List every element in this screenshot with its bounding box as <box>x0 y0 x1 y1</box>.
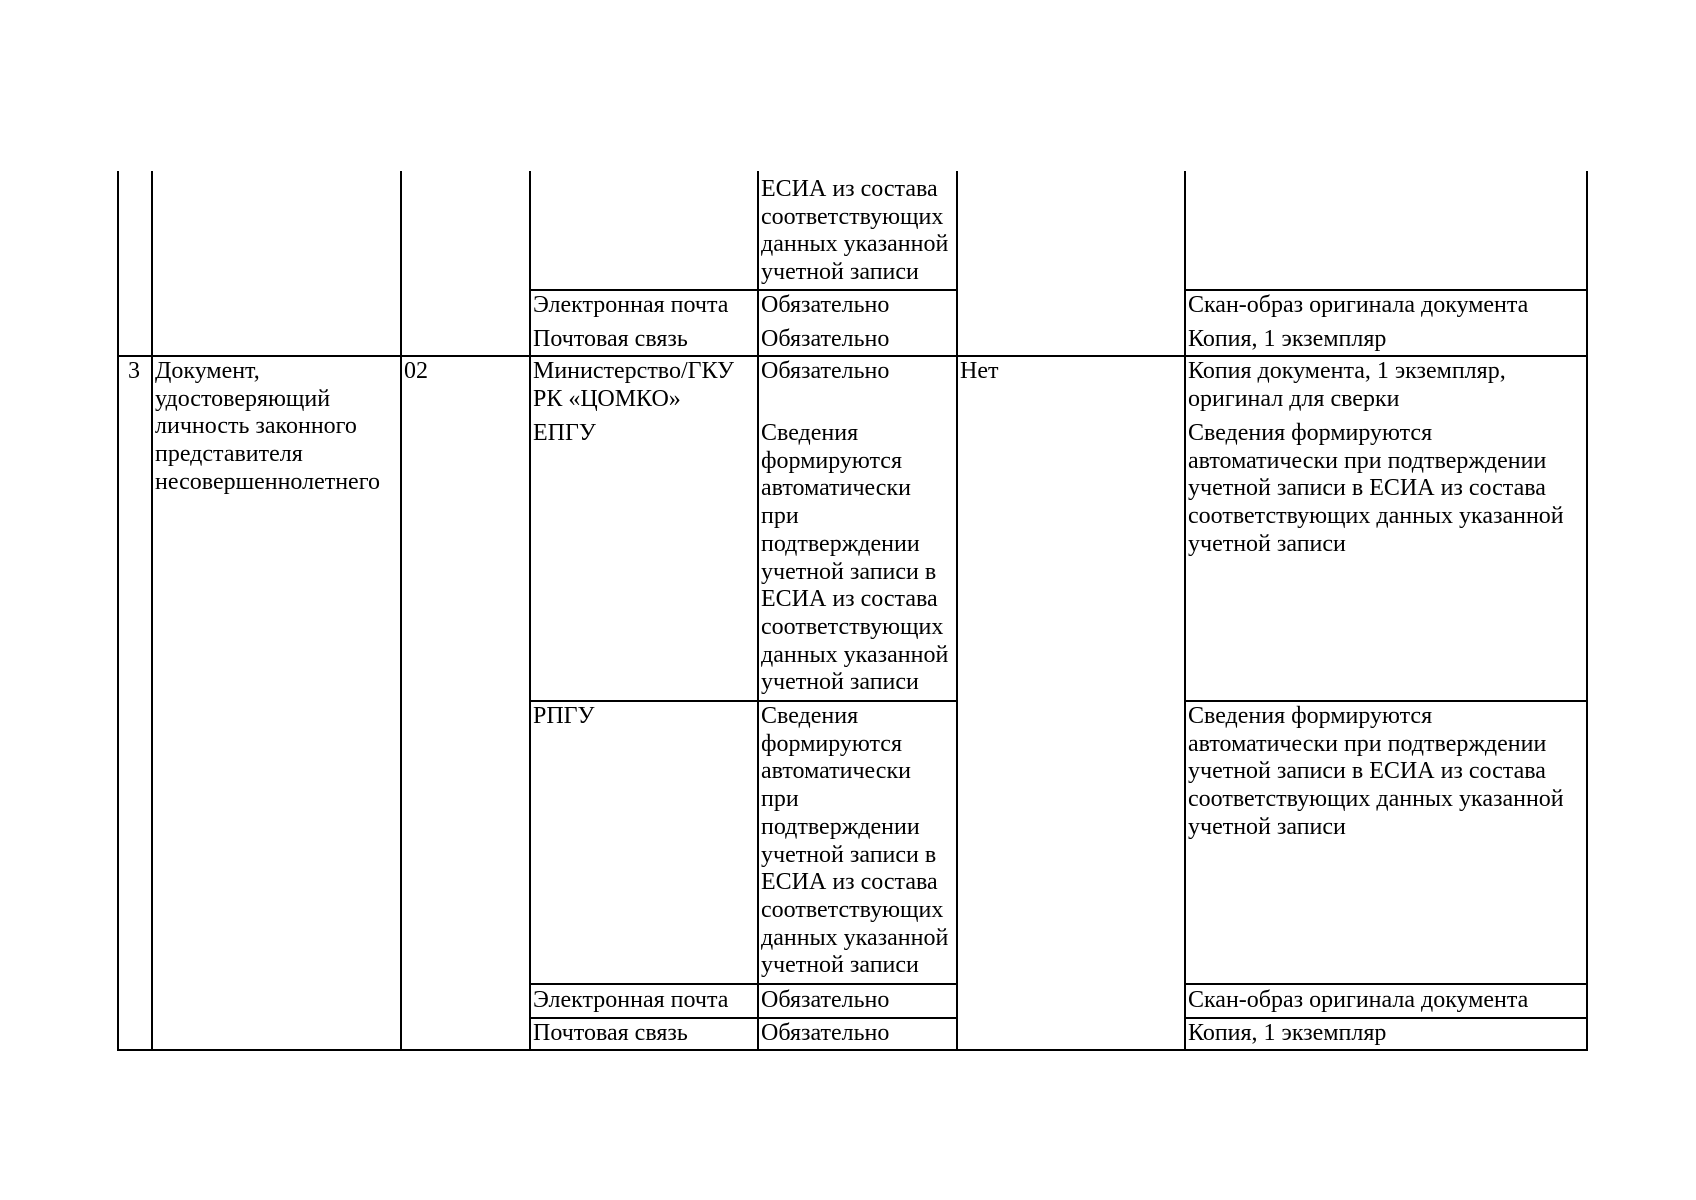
vertical-rule <box>400 171 402 1050</box>
horizontal-rule <box>1184 289 1588 291</box>
horizontal-rule <box>1184 700 1588 702</box>
channel-cell: РПГУ <box>533 703 595 729</box>
form-cell: Копия, 1 экземпляр <box>1188 326 1387 352</box>
form-cell: Сведения формируются автоматически при подтверждении учетной записи в ЕСИА из состава соответствующих данных указанной учетной записи <box>1188 703 1564 840</box>
document-code-cell: 02 <box>404 358 428 384</box>
vertical-rule <box>151 171 153 1050</box>
vertical-rule <box>757 171 759 1050</box>
vertical-rule <box>529 171 531 1050</box>
vertical-rule <box>956 171 958 1050</box>
row-number: 3 <box>128 358 140 384</box>
condition-cell: Нет <box>960 358 999 384</box>
horizontal-rule <box>1184 983 1588 985</box>
form-cell: Скан-образ оригинала документа <box>1188 292 1529 318</box>
horizontal-rule <box>529 289 957 291</box>
horizontal-rule <box>1184 1017 1588 1019</box>
channel-cell: Электронная почта <box>533 292 729 318</box>
channel-cell: Министерство/ГКУ РК «ЦОМКО» <box>533 358 735 412</box>
requirement-cell: Сведения формируются автоматически при подтверждении учетной записи в ЕСИА из состава соответствующих данных указанной учетной записи <box>761 420 949 696</box>
channel-cell: Почтовая связь <box>533 1020 688 1046</box>
horizontal-rule <box>529 700 957 702</box>
horizontal-rule <box>529 1017 957 1019</box>
channel-cell: Почтовая связь <box>533 326 688 352</box>
requirement-cell: Обязательно <box>761 987 890 1013</box>
horizontal-rule <box>117 355 1588 357</box>
form-cell: Копия документа, 1 экземпляр, оригинал для сверки <box>1188 358 1506 412</box>
requirement-cell: Обязательно <box>761 1020 890 1046</box>
vertical-rule <box>1184 171 1186 1050</box>
requirement-cell: Обязательно <box>761 326 890 352</box>
form-cell: Копия, 1 экземпляр <box>1188 1020 1387 1046</box>
requirement-cell: Сведения формируются автоматически при подтверждении учетной записи в ЕСИА из состава соответствующих данных указанной учетной записи <box>761 703 949 979</box>
requirement-cell: ЕСИА из состава соответствующих данных указанной учетной записи <box>761 176 949 286</box>
channel-cell: ЕПГУ <box>533 420 596 446</box>
vertical-rule <box>1586 171 1588 1050</box>
document-name-cell: Документ, удостоверяющий личность законного представителя несовершеннолетнего <box>155 358 380 495</box>
horizontal-rule <box>117 1049 1588 1051</box>
form-cell: Сведения формируются автоматически при подтверждении учетной записи в ЕСИА из состава соответствующих данных указанной учетной записи <box>1188 420 1564 557</box>
vertical-rule <box>117 171 119 1050</box>
requirement-cell: Обязательно <box>761 292 890 318</box>
form-cell: Скан-образ оригинала документа <box>1188 987 1529 1013</box>
horizontal-rule <box>529 983 957 985</box>
requirement-cell: Обязательно <box>761 358 890 384</box>
channel-cell: Электронная почта <box>533 987 729 1013</box>
